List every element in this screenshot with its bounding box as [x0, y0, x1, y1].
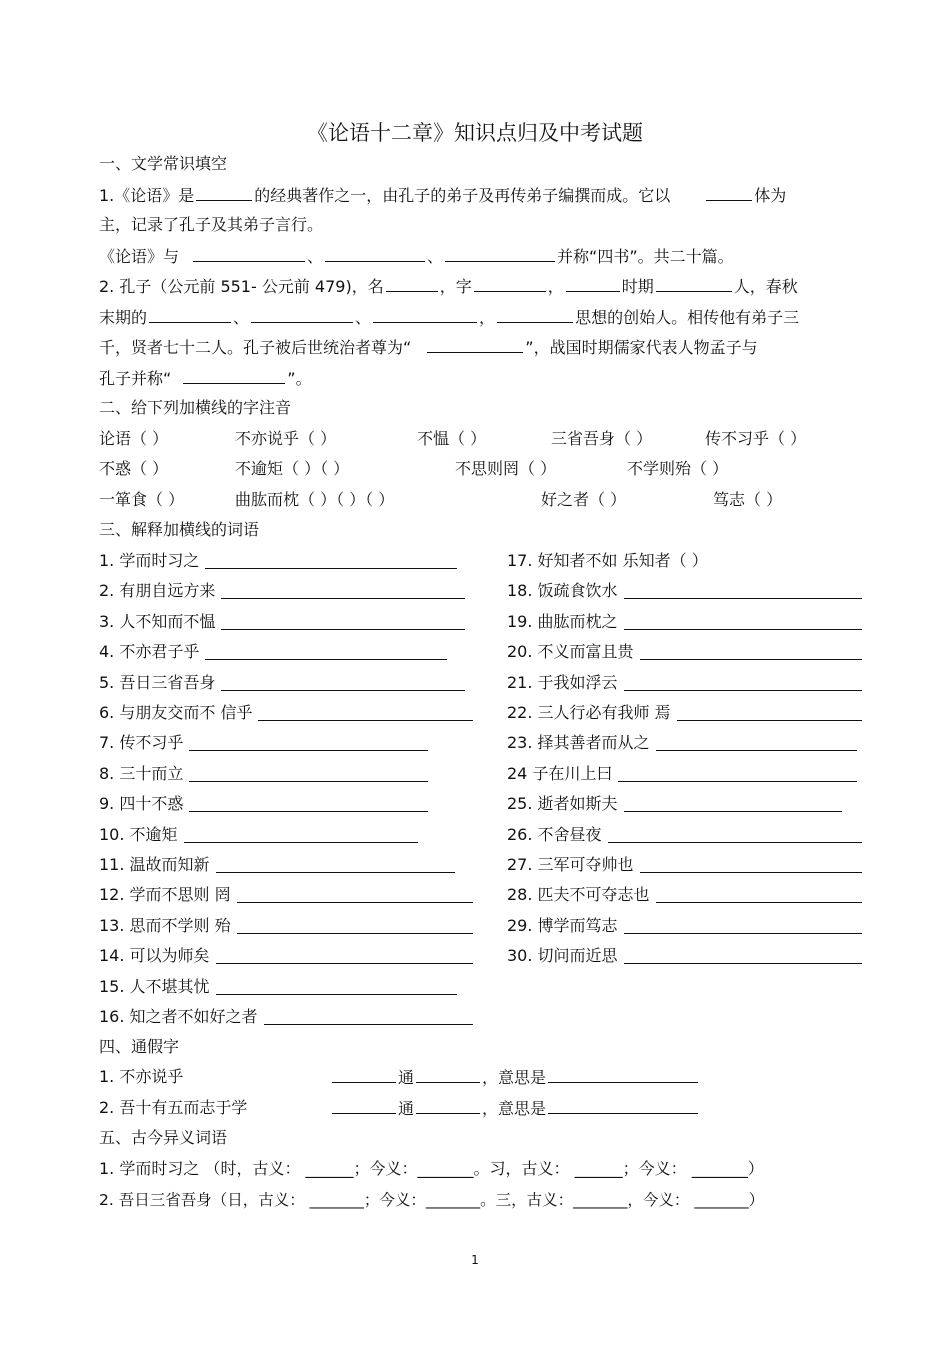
explain-item-text: 16. 知之者不如好之者 — [99, 1007, 258, 1026]
answer-blank[interactable] — [237, 886, 473, 903]
blank[interactable] — [548, 1066, 698, 1083]
text: 并称“四书”。共二十篇。 — [557, 247, 734, 266]
explain-item — [507, 824, 602, 846]
explain-item — [507, 641, 634, 663]
explain-item — [507, 884, 650, 906]
question-1-line-3 — [99, 245, 734, 268]
blank[interactable] — [193, 245, 305, 262]
explain-item-text: 26. 不舍昼夜 — [507, 824, 602, 844]
explain-item — [99, 702, 252, 724]
tongjia-row-1 — [99, 1066, 739, 1088]
answer-blank[interactable] — [189, 795, 428, 812]
explain-item — [99, 854, 210, 876]
explain-item — [507, 945, 618, 967]
pinyin-item[interactable]: 不亦说乎（ ） — [235, 429, 337, 448]
answer-blank[interactable] — [624, 947, 862, 964]
text: 孔子并称“ — [99, 369, 172, 388]
answer-blank[interactable] — [677, 704, 862, 721]
text: 1.《论语》是 — [99, 186, 195, 205]
text: 、 — [233, 308, 250, 327]
pinyin-item[interactable]: 笃志（ ） — [713, 490, 783, 509]
answer-blank[interactable] — [216, 978, 457, 995]
answer-blank[interactable] — [205, 643, 447, 660]
explain-item — [507, 793, 618, 815]
explain-item-text: 27. 三军可夺帅也 — [507, 855, 634, 874]
text: 2. 孔子（公元前 551- 公元前 479)，名 — [99, 277, 384, 296]
answer-blank[interactable] — [189, 734, 428, 751]
pinyin-item[interactable]: 三省吾身（ ） — [551, 429, 653, 448]
explain-item — [99, 580, 215, 602]
blank[interactable] — [548, 1097, 698, 1114]
explain-item-text: 13. 思而不学则 殆 — [99, 915, 231, 935]
explain-item-text: 4. 不亦君子乎 — [99, 642, 200, 662]
explain-item — [507, 854, 634, 876]
text: 《论语》与 — [99, 247, 180, 266]
answer-blank[interactable] — [237, 917, 473, 934]
explain-item — [99, 1006, 258, 1028]
answer-blank[interactable] — [221, 674, 465, 691]
explain-item — [99, 641, 199, 663]
explain-item-text: 3. 人不知而不愠 — [99, 611, 216, 631]
explain-item-text: 23. 择其善者而从之 — [507, 733, 650, 753]
text: ，意思是 — [482, 1099, 547, 1118]
answer-blank[interactable] — [221, 613, 465, 630]
text: 人，春秋 — [733, 277, 798, 296]
explain-item-text: 29. 博学而笃志 — [507, 915, 618, 935]
text: ，意思是 — [482, 1068, 547, 1087]
blank[interactable] — [373, 306, 477, 323]
answer-blank[interactable] — [184, 826, 418, 843]
answer-blank[interactable] — [221, 582, 465, 599]
explain-item-text: 18. 饭疏食饮水 — [507, 581, 618, 601]
answer-blank[interactable] — [205, 552, 457, 569]
text: ”，战国时期儒家代表人物孟子与 — [525, 338, 758, 357]
pinyin-item[interactable]: 传不习乎（ ） — [705, 429, 807, 448]
explain-item — [507, 611, 618, 633]
explain-item-text: 8. 三十而立 — [99, 763, 184, 783]
explain-item-text: 22. 三人行必有我师 焉 — [507, 703, 671, 722]
explain-item-text: 1. 学而时习之 — [99, 551, 200, 570]
text: 千，贤者七十二人。孔子被后世统治者尊为“ — [99, 338, 412, 357]
text: ”。 — [287, 369, 312, 388]
pinyin-item[interactable]: 不思则罔（ ） — [455, 459, 557, 478]
explain-item-text: 2. 有朋自远方来 — [99, 581, 216, 601]
blank[interactable] — [566, 275, 620, 292]
answer-blank[interactable] — [624, 674, 862, 691]
answer-blank[interactable] — [189, 765, 428, 782]
pinyin-item[interactable]: 不逾矩（ ）（ ） — [235, 459, 350, 478]
explain-item-text: 24 子在川上曰 — [507, 763, 613, 783]
text: 2. 吾十有五而志于学 — [99, 1098, 248, 1117]
explain-item — [507, 763, 612, 785]
explain-item — [507, 550, 708, 572]
pinyin-item[interactable]: 论语（ ） — [99, 429, 169, 448]
explain-item — [99, 884, 231, 906]
explain-item-text: 25. 逝者如斯夫 — [507, 794, 618, 814]
answer-blank[interactable] — [216, 856, 455, 873]
section-4-heading: 四、通假字 — [99, 1037, 180, 1056]
explain-item-text: 6. 与朋友交而不 信乎 — [99, 703, 253, 722]
explain-item — [507, 702, 671, 724]
explain-item-text: 14. 可以为师矣 — [99, 946, 210, 966]
answer-blank[interactable] — [216, 947, 473, 964]
answer-blank[interactable] — [656, 886, 862, 903]
answer-blank[interactable] — [640, 856, 862, 873]
blank[interactable] — [445, 245, 555, 262]
explain-item — [99, 976, 210, 998]
answer-blank[interactable] — [258, 704, 473, 721]
question-1-line-2: 主，记录了孔子及其弟子言行。 — [99, 215, 324, 234]
text: 、 — [427, 247, 444, 266]
answer-blank[interactable] — [608, 826, 862, 843]
answer-blank[interactable] — [624, 917, 862, 934]
explain-item-text: 10. 不逾矩 — [99, 824, 178, 844]
blank[interactable] — [706, 184, 752, 201]
explain-item-text: 11. 温故而知新 — [99, 855, 210, 874]
gujin-row-2[interactable]: 2. 吾日三省吾身（日，古义： _______；今义：_______。三，古义：_______，今义： _______） — [99, 1191, 765, 1209]
answer-blank[interactable] — [656, 734, 857, 751]
gujin-row-1[interactable]: 1. 学而时习之 （时，古义： ______；今义：_______。习，古义： ______；今义： _______） — [99, 1159, 764, 1178]
pinyin-item[interactable]: 曲肱而枕（ ）（ ）（ ） — [235, 490, 395, 509]
blank[interactable] — [196, 184, 252, 201]
blank[interactable] — [656, 275, 732, 292]
text: ，字 — [439, 277, 472, 296]
explain-item — [99, 672, 215, 694]
blank[interactable] — [474, 275, 546, 292]
explain-item-text: 12. 学而不思则 罔 — [99, 885, 231, 905]
question-2-line-3 — [99, 336, 758, 359]
explain-item-text: 19. 曲肱而枕之 — [507, 611, 618, 631]
question-2-line-1 — [99, 275, 798, 298]
explain-item-text: 9. 四十不惑 — [99, 794, 184, 814]
pinyin-item[interactable]: 一箪食（ ） — [99, 490, 185, 509]
section-5-heading: 五、古今异义词语 — [99, 1128, 228, 1147]
explain-item — [99, 732, 183, 754]
blank[interactable] — [332, 1066, 396, 1083]
pinyin-item[interactable]: 不学则殆（ ） — [627, 459, 729, 478]
blank[interactable] — [497, 306, 573, 323]
text: ， — [547, 277, 564, 296]
explain-item-text: 30. 切问而近思 — [507, 946, 618, 966]
answer-blank[interactable] — [618, 765, 857, 782]
blank[interactable] — [386, 275, 438, 292]
blank[interactable] — [416, 1066, 480, 1083]
answer-blank[interactable] — [640, 643, 862, 660]
explain-item — [507, 732, 650, 754]
explain-item — [99, 915, 231, 937]
text: 体为 — [754, 186, 787, 205]
explain-item-text: 28. 匹夫不可夺志也 — [507, 885, 650, 905]
document-title: 《论语十二章》知识点归及中考试题 — [307, 121, 643, 145]
blank[interactable] — [183, 367, 285, 384]
text: 、 — [307, 247, 324, 266]
explain-item-text: 20. 不义而富且贵 — [507, 642, 634, 662]
explain-item — [99, 824, 178, 846]
explain-item — [507, 915, 618, 937]
explain-item-text: 21. 于我如浮云 — [507, 672, 618, 692]
explain-item — [99, 550, 199, 572]
blank[interactable] — [332, 1097, 396, 1114]
explain-item — [507, 672, 618, 694]
explain-item — [99, 763, 183, 785]
explain-item-text: 17. 好知者不如 乐知者（ ） — [507, 551, 708, 570]
page-number: 1 — [471, 1253, 479, 1267]
question-2-line-2 — [99, 306, 799, 329]
blank[interactable] — [149, 306, 231, 323]
answer-blank[interactable] — [624, 582, 862, 599]
text: 末期的 — [99, 308, 148, 327]
section-2-heading: 二、给下列加横线的字注音 — [99, 398, 292, 417]
explain-item — [99, 611, 215, 633]
text: ， — [479, 308, 496, 327]
explain-item-text: 7. 传不习乎 — [99, 733, 184, 753]
blank[interactable] — [325, 245, 425, 262]
explain-item — [507, 580, 618, 602]
text: 的经典著作之一，由孔子的弟子及再传弟子编撰而成。它以 — [254, 186, 671, 205]
text: 时期 — [621, 277, 654, 296]
answer-blank[interactable] — [264, 1008, 473, 1025]
text: 1. 不亦说乎 — [99, 1067, 184, 1086]
text: 思想的创始人。相传他有弟子三 — [575, 308, 800, 327]
pinyin-item[interactable]: 不愠（ ） — [417, 429, 487, 448]
explain-item — [99, 945, 210, 967]
text: 通 — [398, 1099, 415, 1118]
text: 通 — [398, 1068, 415, 1087]
explain-item-text: 5. 吾日三省吾身 — [99, 672, 216, 692]
explain-item-text: 15. 人不堪其忧 — [99, 976, 210, 996]
blank[interactable] — [427, 336, 523, 353]
pinyin-item[interactable]: 不惑（ ） — [99, 459, 169, 478]
question-2-line-4 — [99, 367, 312, 390]
tongjia-row-2 — [99, 1097, 739, 1119]
question-1-line-1 — [99, 184, 786, 207]
blank[interactable] — [416, 1097, 480, 1114]
explain-item — [99, 793, 183, 815]
section-3-heading: 三、解释加横线的词语 — [99, 520, 260, 539]
text: 、 — [355, 308, 372, 327]
section-1-heading: 一、文学常识填空 — [99, 154, 228, 173]
answer-blank[interactable] — [624, 613, 862, 630]
pinyin-item[interactable]: 好之者（ ） — [541, 490, 627, 509]
blank[interactable] — [251, 306, 353, 323]
answer-blank[interactable] — [624, 795, 842, 812]
